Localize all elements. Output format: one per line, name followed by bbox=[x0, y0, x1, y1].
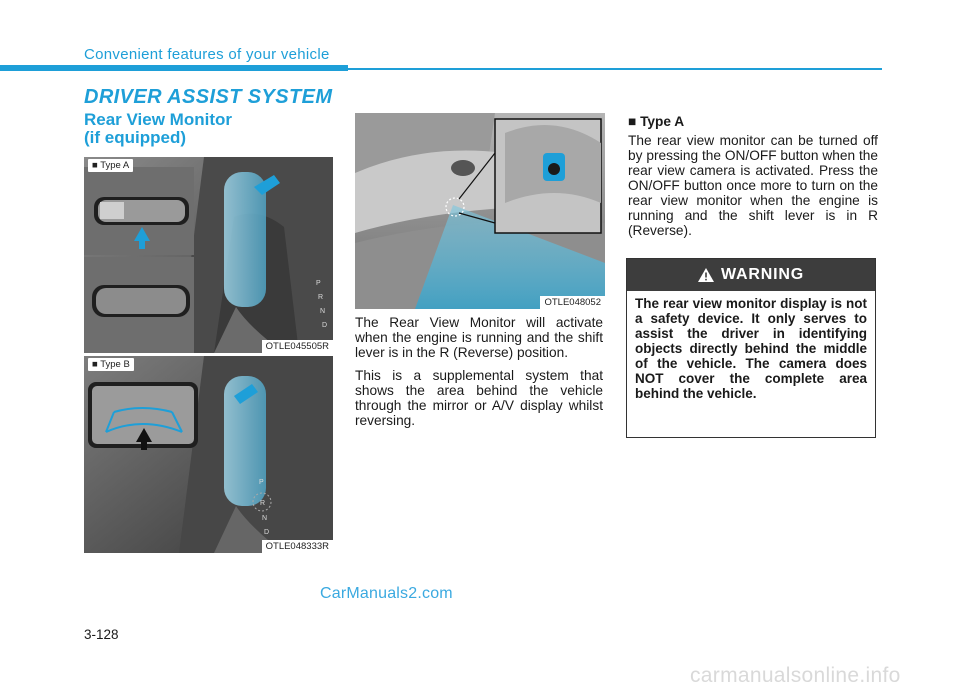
footer-watermark: carmanualsonline.info bbox=[690, 664, 901, 687]
svg-text:P: P bbox=[259, 479, 264, 486]
header-rule-thin bbox=[348, 68, 882, 70]
figure-type-b bbox=[84, 356, 333, 553]
warning-header bbox=[627, 259, 875, 291]
figure-type-a bbox=[84, 157, 333, 353]
figure-rear-camera bbox=[355, 113, 605, 309]
figure-type-a-code: OTLE045505R bbox=[262, 340, 333, 353]
figure-type-a-illustration bbox=[84, 157, 333, 353]
paragraph-activation: The Rear View Monitor will activate when the engine is running and the shift lever is in the R (Reverse) position. bbox=[355, 315, 603, 360]
svg-text:D: D bbox=[264, 529, 270, 536]
figure-rear-camera-illustration bbox=[355, 113, 605, 309]
watermark-link[interactable]: CarManuals2.com bbox=[320, 585, 453, 602]
figure-rear-camera-code: OTLE048052 bbox=[540, 296, 605, 309]
svg-text:P: P bbox=[316, 280, 321, 287]
page-number: 3-128 bbox=[84, 627, 119, 642]
section-title: DRIVER ASSIST SYSTEM bbox=[84, 86, 333, 108]
chapter-header: Convenient features of your vehicle bbox=[84, 46, 330, 63]
figure-type-b-tag: ■ Type B bbox=[88, 358, 134, 371]
figure-type-a-tag: ■ Type A bbox=[88, 159, 133, 172]
type-a-heading: ■ Type A bbox=[628, 114, 685, 129]
svg-text:R: R bbox=[260, 500, 266, 507]
figure-type-b-code: OTLE048333R bbox=[262, 540, 333, 553]
warning-triangle-icon bbox=[698, 268, 714, 282]
svg-text:N: N bbox=[320, 308, 326, 315]
svg-text:D: D bbox=[322, 322, 328, 329]
warning-box bbox=[626, 258, 876, 438]
subsection-title: Rear View Monitor (if equipped) bbox=[84, 110, 232, 147]
warning-title: WARNING bbox=[721, 266, 804, 283]
middle-text-column bbox=[355, 315, 603, 428]
header-rule-thick bbox=[0, 65, 348, 71]
figure-type-b-illustration bbox=[84, 356, 333, 553]
svg-text:N: N bbox=[262, 515, 268, 522]
warning-body: The rear view monitor display is not a safety device. It only serves to assist the driver in identifying objects directly behind the middle of the vehicle. The camera does NOT cover the complete area behind the vehicle. bbox=[635, 296, 867, 401]
svg-text:R: R bbox=[318, 294, 324, 301]
paragraph-type-a: The rear view monitor can be turned off by pressing the ON/OFF button when the rear view camera is activated. Press the ON/OFF button once more to turn on the rear view monitor when the engine is running and the shift lever is in R (Reverse). bbox=[628, 133, 878, 238]
paragraph-supplemental: This is a supplemental system that shows the area behind the vehicle through the mirror or A/V display whilst reversing. bbox=[355, 368, 603, 428]
